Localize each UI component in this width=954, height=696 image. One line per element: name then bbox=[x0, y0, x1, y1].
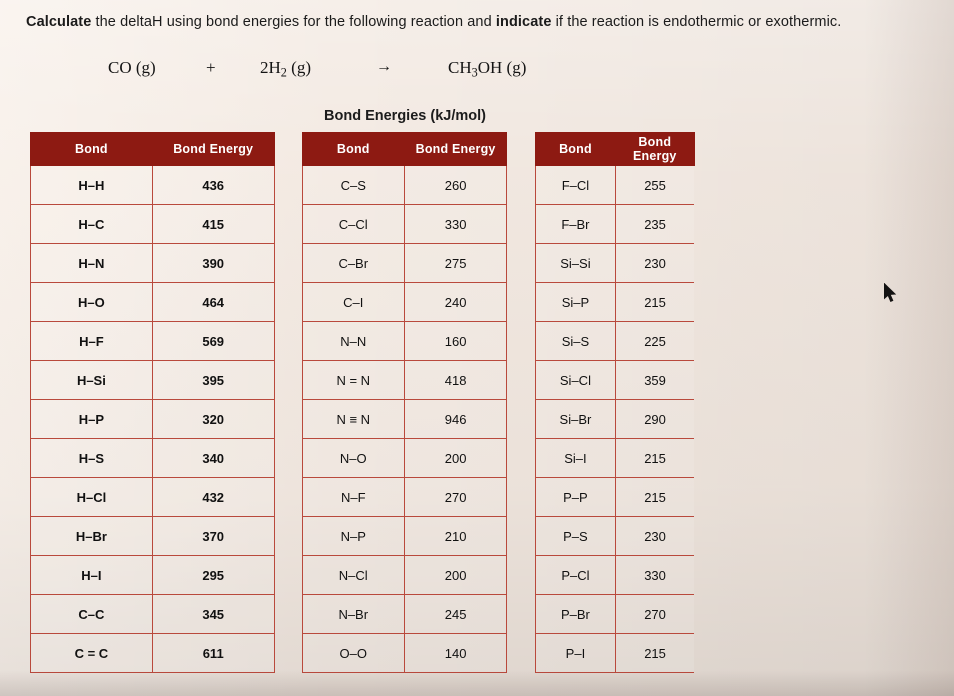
energy-cell: 240 bbox=[404, 283, 506, 322]
equation-arrow: → bbox=[376, 58, 392, 75]
energy-cell: 200 bbox=[404, 556, 506, 595]
energy-cell: 359 bbox=[615, 361, 694, 400]
table-row bbox=[536, 478, 695, 517]
table-row bbox=[536, 634, 695, 673]
table-row bbox=[536, 556, 695, 595]
table-row bbox=[31, 400, 275, 439]
bond-cell: H–C bbox=[31, 205, 153, 244]
header-bond: Bond bbox=[536, 133, 615, 166]
bond-energy-tables bbox=[30, 132, 695, 673]
energy-cell: 330 bbox=[404, 205, 506, 244]
energy-cell: 270 bbox=[404, 478, 506, 517]
bond-cell: C–S bbox=[302, 166, 404, 205]
energy-cell: 436 bbox=[152, 166, 274, 205]
table-row bbox=[536, 439, 695, 478]
table-row bbox=[536, 361, 695, 400]
table-row bbox=[31, 361, 275, 400]
bond-cell: H–I bbox=[31, 556, 153, 595]
energy-cell: 290 bbox=[615, 400, 694, 439]
table-row bbox=[31, 322, 275, 361]
table-row bbox=[31, 166, 275, 205]
table-row bbox=[536, 400, 695, 439]
energy-cell: 330 bbox=[615, 556, 694, 595]
table-row bbox=[302, 361, 507, 400]
bond-cell: C–I bbox=[302, 283, 404, 322]
header-bond: Bond bbox=[31, 133, 153, 166]
table-row bbox=[31, 439, 275, 478]
energy-cell: 225 bbox=[615, 322, 694, 361]
bond-cell: P–Cl bbox=[536, 556, 615, 595]
table-row bbox=[302, 478, 507, 517]
energy-cell: 200 bbox=[404, 439, 506, 478]
tables-title: Bond Energies (kJ/mol) bbox=[324, 108, 486, 124]
bond-cell: H–P bbox=[31, 400, 153, 439]
bond-cell: O–O bbox=[302, 634, 404, 673]
energy-cell: 230 bbox=[615, 244, 694, 283]
energy-cell: 255 bbox=[615, 166, 694, 205]
energy-cell: 295 bbox=[152, 556, 274, 595]
table-row bbox=[302, 634, 507, 673]
question-part-1: the deltaH using bond energies for the following reaction and bbox=[91, 14, 496, 30]
energy-cell: 210 bbox=[404, 517, 506, 556]
energy-cell: 395 bbox=[152, 361, 274, 400]
table-row bbox=[302, 244, 507, 283]
bond-cell: C–C bbox=[31, 595, 153, 634]
bond-cell: H–Cl bbox=[31, 478, 153, 517]
table-row bbox=[31, 634, 275, 673]
bond-cell: P–P bbox=[536, 478, 615, 517]
energy-cell: 418 bbox=[404, 361, 506, 400]
table-row bbox=[302, 205, 507, 244]
bond-cell: Si–Br bbox=[536, 400, 615, 439]
bottom-edge-shadow bbox=[0, 670, 954, 696]
energy-cell: 215 bbox=[615, 478, 694, 517]
energy-cell: 320 bbox=[152, 400, 274, 439]
table-row bbox=[536, 595, 695, 634]
table-header-row bbox=[536, 133, 695, 166]
table-row bbox=[302, 322, 507, 361]
table-row bbox=[536, 205, 695, 244]
table-row bbox=[31, 205, 275, 244]
bond-cell: P–Br bbox=[536, 595, 615, 634]
bond-cell: H–N bbox=[31, 244, 153, 283]
energy-cell: 345 bbox=[152, 595, 274, 634]
bond-cell: H–Si bbox=[31, 361, 153, 400]
energy-cell: 946 bbox=[404, 400, 506, 439]
bond-energy-table-2 bbox=[302, 132, 508, 673]
question-bold-calculate: Calculate bbox=[26, 14, 92, 30]
energy-cell: 215 bbox=[615, 283, 694, 322]
bond-cell: N–N bbox=[302, 322, 404, 361]
energy-cell: 275 bbox=[404, 244, 506, 283]
energy-cell: 415 bbox=[152, 205, 274, 244]
bond-energy-table-1 bbox=[30, 132, 275, 673]
bond-cell: Si–I bbox=[536, 439, 615, 478]
table-row bbox=[536, 517, 695, 556]
equation-plus-sign: + bbox=[206, 58, 216, 77]
bond-cell: C–Cl bbox=[302, 205, 404, 244]
table-row bbox=[302, 166, 507, 205]
energy-cell: 140 bbox=[404, 634, 506, 673]
bond-cell: C–Br bbox=[302, 244, 404, 283]
table-row bbox=[302, 283, 507, 322]
energy-cell: 390 bbox=[152, 244, 274, 283]
bond-cell: N–P bbox=[302, 517, 404, 556]
table-row bbox=[302, 400, 507, 439]
bond-cell: Si–P bbox=[536, 283, 615, 322]
bond-cell: Si–Si bbox=[536, 244, 615, 283]
bond-cell: P–S bbox=[536, 517, 615, 556]
energy-cell: 611 bbox=[152, 634, 274, 673]
energy-cell: 569 bbox=[152, 322, 274, 361]
question-bold-indicate: indicate bbox=[495, 14, 552, 30]
energy-cell: 270 bbox=[615, 595, 694, 634]
header-bond: Bond bbox=[302, 133, 404, 166]
table-row bbox=[31, 556, 275, 595]
bond-cell: N ≡ N bbox=[302, 400, 404, 439]
energy-cell: 160 bbox=[404, 322, 506, 361]
table-row bbox=[536, 283, 695, 322]
energy-cell: 215 bbox=[615, 439, 694, 478]
table-row bbox=[536, 322, 695, 361]
table-row bbox=[31, 478, 275, 517]
energy-cell: 370 bbox=[152, 517, 274, 556]
bond-cell: N–O bbox=[302, 439, 404, 478]
energy-cell: 432 bbox=[152, 478, 274, 517]
table-row bbox=[302, 595, 507, 634]
right-edge-shadow bbox=[864, 0, 954, 696]
bond-cell: Si–S bbox=[536, 322, 615, 361]
table-row bbox=[536, 166, 695, 205]
header-bond-energy: Bond Energy bbox=[615, 133, 694, 166]
energy-cell: 340 bbox=[152, 439, 274, 478]
bond-cell: P–I bbox=[536, 634, 615, 673]
table-row bbox=[31, 517, 275, 556]
table-row bbox=[31, 283, 275, 322]
table-row bbox=[536, 244, 695, 283]
bond-cell: N–Cl bbox=[302, 556, 404, 595]
question-part-2: if the reaction is endothermic or exothermic. bbox=[551, 14, 842, 30]
table-row bbox=[31, 595, 275, 634]
bond-cell: H–F bbox=[31, 322, 153, 361]
bond-cell: F–Cl bbox=[536, 166, 615, 205]
energy-cell: 260 bbox=[404, 166, 506, 205]
question-text bbox=[26, 14, 936, 30]
bond-cell: H–S bbox=[31, 439, 153, 478]
energy-cell: 464 bbox=[152, 283, 274, 322]
bond-cell: H–O bbox=[31, 283, 153, 322]
header-bond-energy: Bond Energy bbox=[404, 133, 506, 166]
bond-cell: Si–Cl bbox=[536, 361, 615, 400]
table-row bbox=[302, 556, 507, 595]
bond-cell: N = N bbox=[302, 361, 404, 400]
energy-cell: 245 bbox=[404, 595, 506, 634]
energy-cell: 215 bbox=[615, 634, 694, 673]
table-row bbox=[302, 517, 507, 556]
bond-cell: H–H bbox=[31, 166, 153, 205]
mouse-cursor-icon bbox=[884, 283, 898, 303]
bond-cell: N–Br bbox=[302, 595, 404, 634]
equation-reactant-co: CO (g) bbox=[108, 58, 156, 77]
equation-reactant-h2: $2H_2$ (g) bbox=[260, 58, 311, 80]
equation-product-ch3oh: $CH_3OH$ (g) bbox=[448, 58, 527, 80]
header-bond-energy: Bond Energy bbox=[152, 133, 274, 166]
bond-cell: F–Br bbox=[536, 205, 615, 244]
table-header-row bbox=[302, 133, 507, 166]
energy-cell: 230 bbox=[615, 517, 694, 556]
bond-cell: C = C bbox=[31, 634, 153, 673]
bond-energy-table-3 bbox=[535, 132, 695, 673]
table-row bbox=[31, 244, 275, 283]
table-row bbox=[302, 439, 507, 478]
bond-cell: H–Br bbox=[31, 517, 153, 556]
energy-cell: 235 bbox=[615, 205, 694, 244]
table-header-row bbox=[31, 133, 275, 166]
bond-cell: N–F bbox=[302, 478, 404, 517]
